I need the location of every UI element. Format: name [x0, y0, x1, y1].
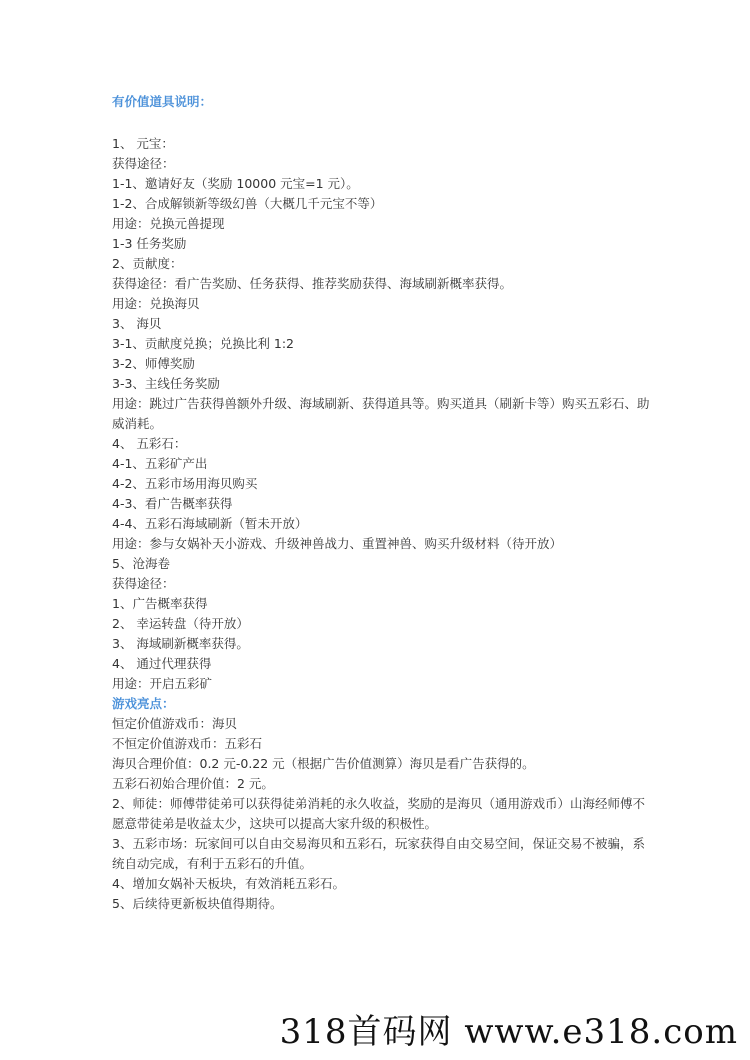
text-line: 恒定价值游戏币：海贝 [112, 716, 238, 731]
text-line: 1-2、合成解锁新等级幻兽（大概几千元宝不等） [112, 196, 383, 211]
text-line: 3、 海域刷新概率获得。 [112, 636, 249, 651]
text-line: 获得途径：看广告奖励、任务获得、推荐奖励获得、海域刷新概率获得。 [112, 276, 513, 291]
text-line: 五彩石初始合理价值：2 元。 [112, 776, 274, 791]
text-line: 4、增加女娲补天板块，有效消耗五彩石。 [112, 876, 345, 891]
text-line: 用途：开启五彩矿 [112, 676, 213, 691]
text-line: 3-1、贡献度兑换；兑换比利 1:2 [112, 336, 295, 351]
text-line: 4-4、五彩石海域刷新（暂未开放） [112, 516, 308, 531]
text-line: 3、 海贝 [112, 316, 162, 331]
text-line: 4-3、看广告概率获得 [112, 496, 233, 511]
text-line: 4-2、五彩市场用海贝购买 [112, 476, 258, 491]
text-line: 2、 幸运转盘（待开放） [112, 616, 249, 631]
text-line: 用途：跳过广告获得兽额外升级、海域刷新、获得道具等。购买道具（刷新卡等）购买五彩石、助威消耗。 [112, 396, 650, 431]
spacer [112, 112, 652, 134]
text-line: 用途：兑换元兽提现 [112, 216, 225, 231]
document-body [112, 92, 652, 914]
heading-game-highlights: 游戏亮点： [112, 696, 175, 711]
text-line: 2、师徒：师傅带徒弟可以获得徒弟消耗的永久收益，奖励的是海贝（通用游戏币）山海经师傅不愿意带徒弟是收益太少，这块可以提高大家升级的积极性。 [112, 796, 645, 831]
text-line: 1、 元宝： [112, 136, 174, 151]
text-line: 1-1、邀请好友（奖励 10000 元宝=1 元）。 [112, 176, 359, 191]
text-line: 5、后续待更新板块值得期待。 [112, 896, 283, 911]
text-line: 获得途径： [112, 156, 175, 171]
text-line: 用途：参与女娲补天小游戏、升级神兽战力、重置神兽、购买升级材料（待开放） [112, 536, 563, 551]
text-line: 2、贡献度： [112, 256, 183, 271]
text-line: 4、 五彩石： [112, 436, 187, 451]
text-line: 3-3、主线任务奖励 [112, 376, 220, 391]
text-line: 5、沧海卷 [112, 556, 170, 571]
text-line: 用途：兑换海贝 [112, 296, 200, 311]
text-line: 3-2、师傅奖励 [112, 356, 195, 371]
heading-valuable-items: 有价值道具说明： [112, 94, 213, 109]
text-line: 4-1、五彩矿产出 [112, 456, 208, 471]
site-watermark: 318首码网 www.e318.com [279, 1012, 738, 1052]
text-line: 1-3 任务奖励 [112, 236, 187, 251]
text-line: 3、五彩市场：玩家间可以自由交易海贝和五彩石，玩家获得自由交易空间，保证交易不被骗，系统自动完成，有利于五彩石的升值。 [112, 836, 645, 871]
text-line: 不恒定价值游戏币：五彩石 [112, 736, 263, 751]
text-line: 海贝合理价值：0.2 元-0.22 元（根据广告价值测算）海贝是看广告获得的。 [112, 756, 535, 771]
text-line: 1、广告概率获得 [112, 596, 208, 611]
text-line: 获得途径： [112, 576, 175, 591]
text-line: 4、 通过代理获得 [112, 656, 212, 671]
